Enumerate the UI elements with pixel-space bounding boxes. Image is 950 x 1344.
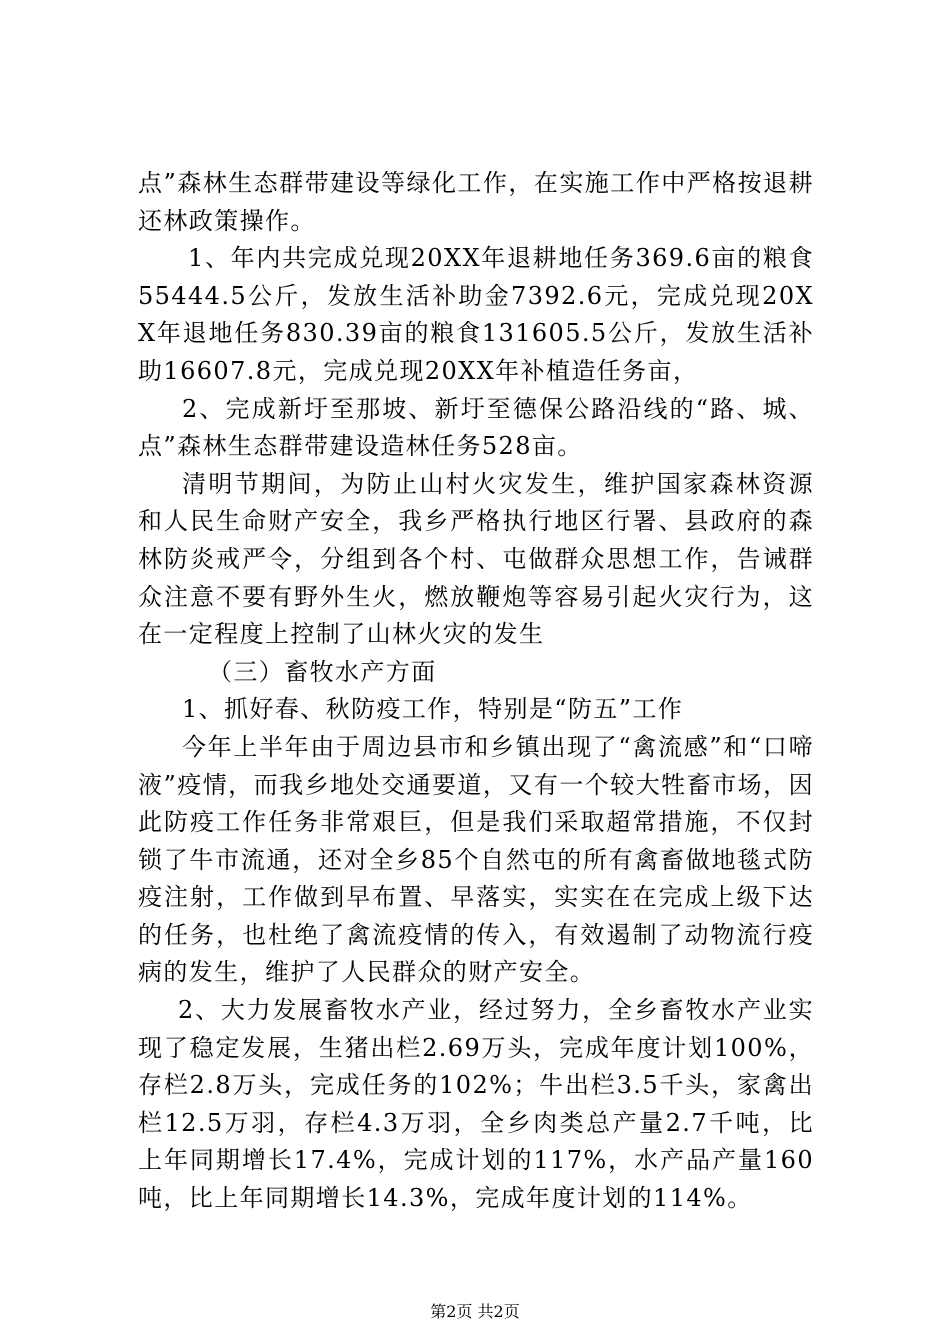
paragraph-livestock-output: 2、大力发展畜牧水产业，经过努力，全乡畜牧水产业实现了稳定发展，生猪出栏2.69万头，完成年度计划100%，存栏2.8万头，完成任务的102%；牛出栏3.5千头，家禽出栏12.5万羽，存栏4.3万羽，全乡肉类总产量2.7千吨，比上年同期增长17.4%，完成计划的117%，水产品产量160吨，比上年同期增长14.3%，完成年度计划的114%。: [138, 996, 814, 1213]
page-number-footer: 第2页 共2页: [430, 1302, 520, 1321]
paragraph-afforestation-task: 2、完成新圩至那坡、新圩至德保公路沿线的“路、城、点”森林生态群带建设造林任务528亩。: [138, 394, 814, 461]
paragraph-epidemic-prevention: 今年上半年由于周边县市和乡镇出现了“禽流感”和“口啼液”疫情，而我乡地处交通要道，又有一个较大牲畜市场，因此防疫工作任务非常艰巨，但是我们采取超常措施，不仅封锁了牛市流通，还对全乡85个自然屯的所有禽畜做地毯式防疫注射，工作做到早布置、早落实，实实在在完成上级下达的任务，也杜绝了禽流疫情的传入，有效遏制了动物流行疫病的发生，维护了人民群众的财产安全。: [138, 732, 814, 987]
section-heading-livestock: （三）畜牧水产方面: [208, 657, 437, 686]
paragraph-fire-prevention: 清明节期间，为防止山村火灾发生，维护国家森林资源和人民生命财产安全，我乡严格执行地区行署、县政府的森林防炎戒严令，分组到各个村、屯做群众思想工作，告诫群众注意不要有野外生火，燃放鞭炮等容易引起火灾行为，这在一定程度上控制了山林火灾的发生: [138, 469, 814, 649]
paragraph-grain-subsidy: 1、年内共完成兑现20XX年退耕地任务369.6亩的粮食55444.5公斤，发放生活补助金7392.6元，完成兑现20XX年退地任务830.39亩的粮食131605.5公斤，发放生活补助16607.8元，完成兑现20XX年补植造任务亩，: [138, 244, 814, 385]
paragraph-forest-continuation: 点”森林生态群带建设等绿化工作，在实施工作中严格按退耕还林政策操作。: [138, 169, 814, 235]
document-body: [138, 165, 814, 1218]
paragraph-epidemic-prevention-title: 1、抓好春、秋防疫工作，特别是“防五”工作: [182, 695, 684, 724]
